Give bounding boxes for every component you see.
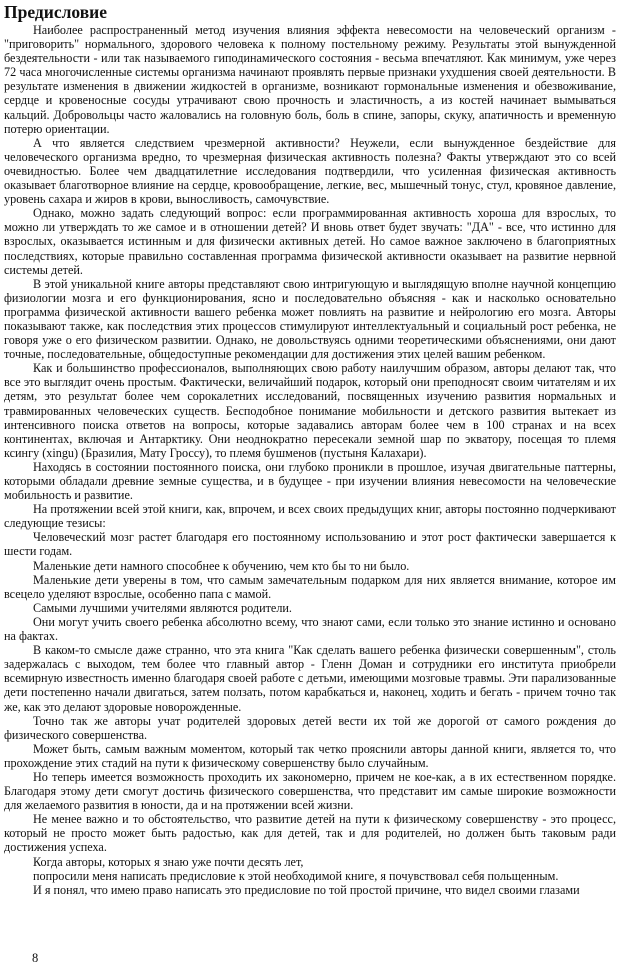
paragraph: Но теперь имеется возможность проходить их закономерно, причем не кое-как, а в их естественном порядке. Благодаря этому дети смогут достичь физического совершенства, что представит им самые широкие возможности для желаемого развития в юности, да и на протяжении всей жизни. bbox=[4, 769, 616, 813]
paragraph: попросили меня написать предисловие к этой необходимой книге, я почувствовал себя польщенным. bbox=[33, 868, 559, 883]
paragraph: В каком-то смысле даже странно, что эта книга "Как сделать вашего ребенка физически совершенным", столь задержалась с выходом, тем более что главный автор - Гленн Доман и сотрудники его института приобрели всемирную известность именно благодаря своей работе с детьми, имеющими мозговые травмы. Эти парализованные дети постепенно начали двигаться, затем ползать, потом карабкаться и, наконец, ходить и бегать - причем точно так же, как это делают здоровые новорожденные. bbox=[4, 643, 616, 714]
paragraph: На протяжении всей этой книги, как, впрочем, и всех своих предыдущих книг, авторы постоянно подчеркивают следующие тезисы: bbox=[4, 502, 616, 531]
paragraph: И я понял, что имею право написать это предисловие по той простой причине, что видел своими глазами bbox=[33, 882, 580, 897]
body-text bbox=[4, 23, 616, 897]
paragraph: Самыми лучшими учителями являются родители. bbox=[33, 600, 292, 615]
paragraph: Не менее важно и то обстоятельство, что развитие детей на пути к физическому совершенству - это процесс, который не просто может быть радостью, как для детей, так и для родителей, но должен быть таковым ради достижения успеха. bbox=[4, 812, 616, 855]
paragraph: Человеческий мозг растет благодаря его постоянному использованию и этот рост фактически завершается к шести годам. bbox=[4, 530, 616, 559]
paragraph: Они могут учить своего ребенка абсолютно всему, что знают сами, если только это знание истинно и основано на фактах. bbox=[4, 614, 616, 644]
paragraph: Маленькие дети намного способнее к обучению, чем кто бы то ни было. bbox=[33, 558, 410, 573]
paragraph: В этой уникальной книге авторы представляют свою интригующую и выглядящую вполне научной концепцию физиологии мозга и его функционирования, ясно и последовательно объясняя - как и насколько основательно программа физической активности вашего ребенка может повлиять на развитие и нейрологию его мозга. Авторы показывают также, как последствия этих процессов стимулируют интеллектуальный и социальный рост ребенка, не говоря уже о его физическом развитии. Однако, не довольствуясь одними теоретическими объяснениями, они дают точные, последовательные, общедоступные рекомендации для достижения этих целей вашим ребенком. bbox=[4, 276, 616, 362]
paragraph: Наиболее распространенный метод изучения влияния эффекта невесомости на человеческий организм - "приговорить" нормального, здорового человека к полному постельному режиму. Результаты этой вынужденной бездеятельности - или так называемого гиподинамического состояния - весьма впечатляют. Как минимум, уже через 72 часа многочисленные системы организма начинают проявлять первые признаки ухудшения своей деятельности. В результате изменения в движении жидкостей в организме, возникают гормональные изменения и обезвоживание, сердце и кровеносные сосуды утрачивают свою прочность и эластичность, а из костей начинает вымываться кальций. Добровольцы часто жаловались на головную боль, боль в спине, запоры, скуку, апатичность и временную потерю ориентации. bbox=[4, 23, 616, 136]
paragraph: Может быть, самым важным моментом, который так четко прояснили авторы данной книги, является то, что прохождение этих стадий на пути к физическому совершенству было случайным. bbox=[4, 741, 616, 770]
paragraph: Однако, можно задать следующий вопрос: если программированная активность хороша для взрослых, то можно ли утверждать то же самое и в отношении детей? И вновь ответ будет звучать: "ДА" - все, что истинно для взрослых, оказывается истинным и для физически активных детей. Но самое важное заключено в благоприятных последствиях, которые правильно составленная программа физической активности оказывает на развитие нервной системы детей. bbox=[4, 206, 616, 277]
paragraph: Находясь в состоянии постоянного поиска, они глубоко проникли в прошлое, изучая двигательные паттерны, которыми обладали древние земные существа, и в будущее - при изучении влияния невесомости на человеческие мобильность и развитие. bbox=[4, 459, 616, 503]
paragraph: А что является следствием чрезмерной активности? Неужели, если вынужденное бездействие для человеческого организма вредно, то чрезмерная физическая активность полезна? Факты утверждают это со всей очевидностью. Более чем двадцатилетние исследования подтвердили, что усиленная физическая активность оказывает благотворное влияние на сердце, кровообращение, легкие, вес, мышечный тонус, стул, кровяное давление, уровень сахара и жиров в крови, выносливость, самочувствие. bbox=[4, 135, 616, 207]
paragraph: Маленькие дети уверены в том, что самым замечательным подарком для них является внимание, которое им всецело уделяют взрослые, особенно папа с мамой. bbox=[4, 572, 616, 601]
page-number: 8 bbox=[32, 951, 39, 965]
paragraph: Когда авторы, которых я знаю уже почти десять лет, bbox=[33, 854, 304, 869]
paragraph: Как и большинство профессионалов, выполняющих свою работу наилучшим образом, авторы делают так, что все это выглядит очень простым. Фактически, величайший подарок, который они преподносят своим читателям и их детям, это результат более чем сорокалетних исследований, посвященных изучению развития нормальных и травмированных человеческих существ. Бесподобное понимание мобильности и детского развития вытекает из интенсивного поиска ответов на вопросы, которые задавались авторам более чем в 100 странах и на всех континентах, включая и Антарктику. Они неоднократно пересекали земной шар по экватору, посещая то племя ксингу (xingu) (Бразилия, Мату Гроссу), то племя бушменов (пустыня Калахари). bbox=[4, 361, 616, 460]
page-title: Предисловие bbox=[4, 2, 108, 22]
paragraph: Точно так же авторы учат родителей здоровых детей вести их той же дорогой от самого рождения до физического совершенства. bbox=[4, 713, 616, 742]
